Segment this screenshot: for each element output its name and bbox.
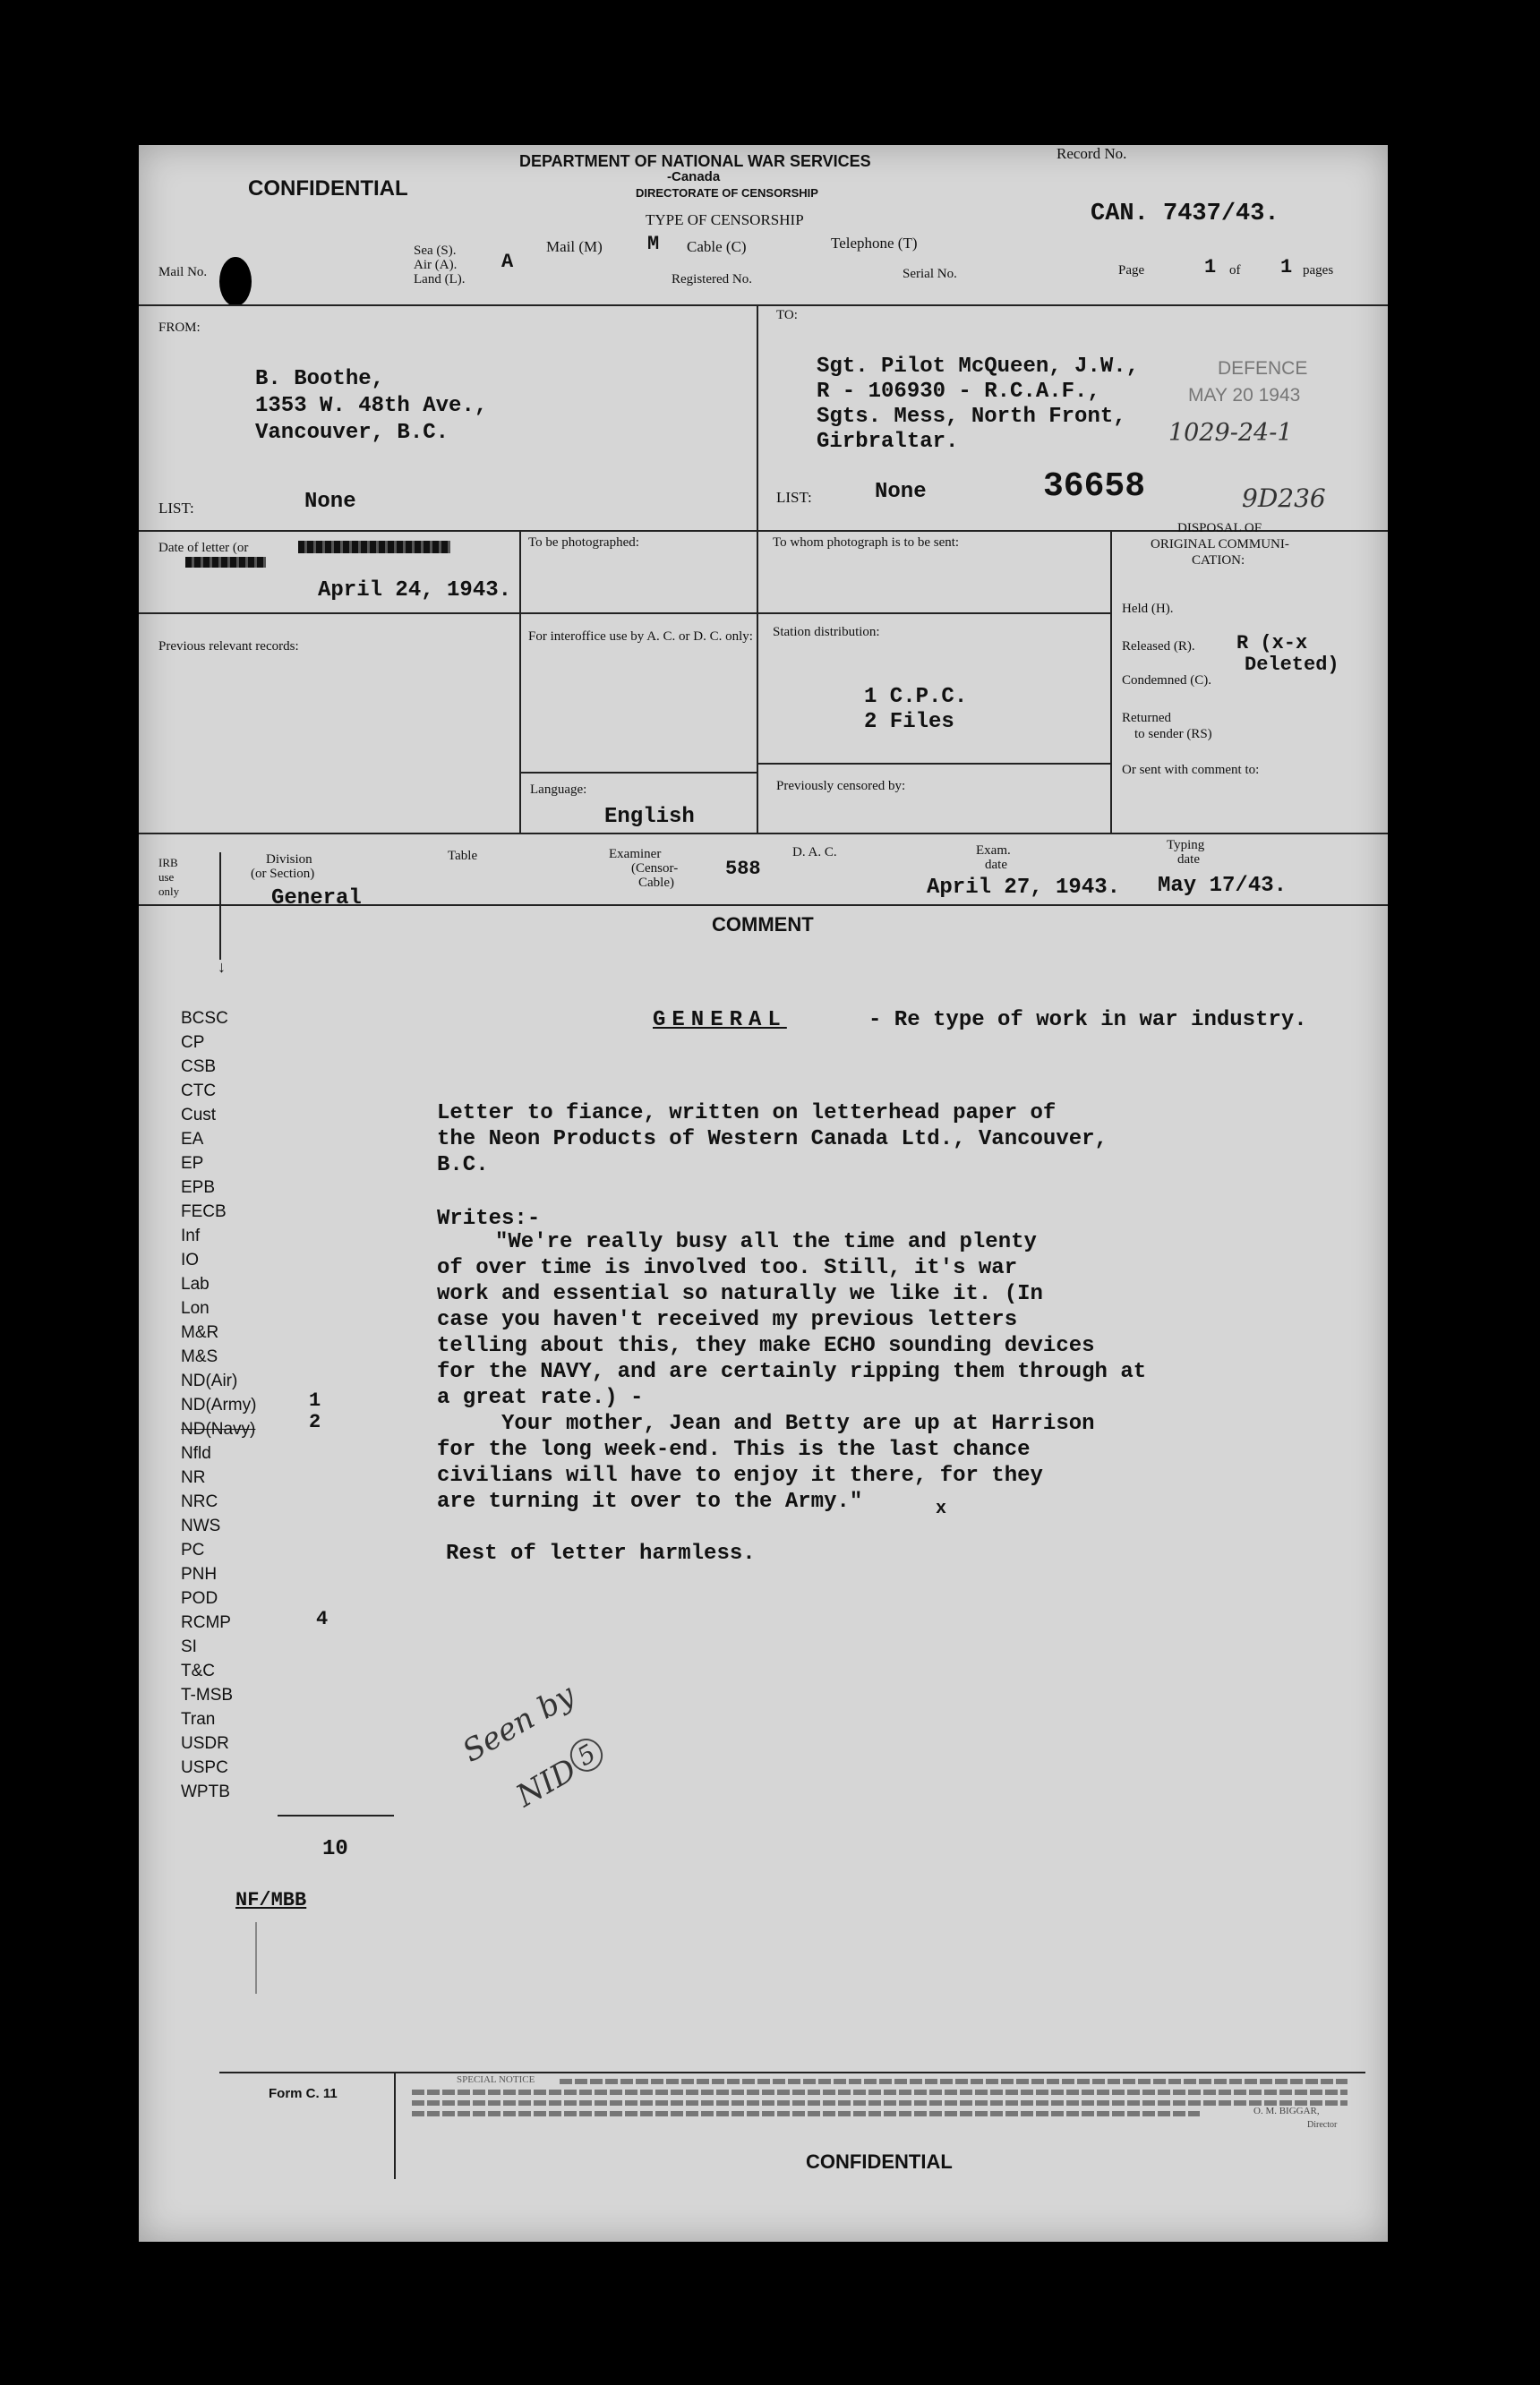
exam-date-label: date — [985, 858, 1007, 872]
date-of-letter-label: Date of letter (or — [158, 541, 249, 555]
code-nfld: Nfld — [181, 1444, 211, 1463]
code-t-msb: T-MSB — [181, 1686, 234, 1705]
code-uspc: USPC — [181, 1758, 228, 1777]
code-ctc: CTC — [181, 1081, 217, 1100]
page-total: 1 — [1280, 256, 1293, 278]
released-label: Released (R). — [1122, 639, 1195, 654]
disposal-title-2: ORIGINAL COMMUNI- — [1151, 537, 1289, 551]
comment-title: COMMENT — [712, 913, 814, 936]
typing-label: Typing — [1167, 838, 1205, 852]
to-line-1: Sgt. Pilot McQueen, J.W., — [817, 355, 1140, 379]
quote-line-4: case you haven't received my previous letters — [437, 1308, 1018, 1332]
cable-label: Cable (C) — [687, 238, 747, 255]
code-pnh: PNH — [181, 1565, 218, 1584]
code-nr: NR — [181, 1468, 206, 1487]
division-label: Division — [266, 852, 312, 867]
code-cp: CP — [181, 1033, 205, 1052]
code-epb: EPB — [181, 1178, 216, 1197]
notice-text-line-4 — [412, 2111, 1200, 2116]
special-notice-label: SPECIAL NOTICE — [457, 2074, 535, 2085]
handwritten-nid-number: 5 — [564, 1733, 609, 1778]
to-line-2: R - 106930 - R.C.A.F., — [817, 380, 1100, 404]
para1-line-1: Letter to fiance, written on letterhead paper of — [437, 1101, 1057, 1125]
code-usdr: USDR — [181, 1734, 229, 1753]
rcmp-count: 4 — [316, 1608, 329, 1630]
comment-subject: - Re type of work in war industry. — [868, 1008, 1307, 1032]
rule-irb-divider — [219, 852, 221, 960]
handwritten-seen-by: Seen by — [457, 1677, 581, 1770]
language-value: English — [604, 805, 695, 829]
defence-stamp-date: MAY 20 1943 — [1188, 385, 1301, 406]
section-label: (or Section) — [251, 867, 315, 881]
code-m-and-s: M&S — [181, 1347, 218, 1366]
director-title: Director — [1307, 2120, 1338, 2130]
air-label: Air (A). — [414, 258, 458, 272]
defence-stamp-top: DEFENCE — [1218, 358, 1308, 379]
serial-no-label: Serial No. — [903, 267, 957, 281]
margin-mark — [255, 1922, 293, 1994]
code-pc: PC — [181, 1541, 205, 1560]
from-line-2: 1353 W. 48th Ave., — [255, 394, 488, 418]
rule-header-bottom — [139, 304, 1388, 306]
photo-sent-label: To whom photograph is to be sent: — [773, 535, 960, 550]
to-list-value: None — [875, 480, 927, 504]
sea-label: Sea (S). — [414, 244, 457, 258]
from-line-1: B. Boothe, — [255, 367, 385, 391]
director-signature: O. M. BIGGAR, — [1253, 2106, 1320, 2116]
rule-date-bottom — [139, 612, 519, 614]
ink-blot — [219, 257, 252, 306]
irb-only-label: only — [158, 885, 180, 898]
date-of-letter-value: April 24, 1943. — [318, 578, 512, 603]
irb-label: IRB — [158, 856, 178, 869]
censor-label: (Censor- — [631, 861, 679, 876]
form-number: Form C. 11 — [269, 2086, 338, 2101]
code-bcsc: BCSC — [181, 1009, 228, 1028]
page-label: Page — [1118, 263, 1145, 278]
to-line-4: Girbraltar. — [817, 430, 959, 454]
language-label: Language: — [530, 782, 587, 797]
to-label: TO: — [776, 308, 798, 322]
struck-text-2 — [185, 557, 266, 568]
land-label: Land (L). — [414, 272, 466, 286]
returned-label-2: to sender (RS) — [1134, 727, 1212, 741]
station-line-1: 1 C.P.C. — [864, 685, 968, 709]
from-list-label: LIST: — [158, 500, 194, 517]
handwritten-reference: 1029-24-1 — [1168, 419, 1293, 447]
handwritten-code: 9D236 — [1242, 483, 1326, 513]
code-nd-army: ND(Army) — [181, 1396, 257, 1415]
mail-no-label: Mail No. — [158, 265, 208, 279]
irb-use-label: use — [158, 870, 175, 884]
comment-heading: GENERAL — [653, 1008, 787, 1032]
quote-line-5: telling about this, they make ECHO sounding devices — [437, 1334, 1095, 1358]
exam-label: Exam. — [976, 843, 1011, 858]
table-label: Table — [448, 849, 478, 863]
quote-line-8: Your mother, Jean and Betty are up at Harrison — [437, 1412, 1095, 1436]
rule-from-to-divider — [757, 304, 758, 833]
page-number: 1 — [1204, 256, 1217, 278]
para1-line-3: B.C. — [437, 1153, 489, 1177]
examiner-label: Examiner — [609, 847, 662, 861]
code-m-and-r: M&R — [181, 1323, 219, 1342]
code-cust: Cust — [181, 1106, 217, 1124]
record-no-label: Record No. — [1057, 145, 1127, 162]
code-si: SI — [181, 1637, 197, 1656]
to-be-photographed-label: To be photographed: — [528, 535, 639, 550]
code-csb: CSB — [181, 1057, 217, 1076]
station-distribution-label: Station distribution: — [773, 625, 880, 639]
quote-line-3: work and essential so naturally we like it. (In — [437, 1282, 1043, 1306]
rule-col-4 — [1110, 530, 1112, 833]
total-rule — [278, 1815, 394, 1817]
of-label: of — [1229, 263, 1241, 278]
code-nd-air: ND(Air) — [181, 1372, 238, 1390]
code-pod: POD — [181, 1589, 218, 1608]
handwritten-nid: NID — [510, 1751, 584, 1815]
pages-label: pages — [1303, 263, 1334, 278]
rule-interoffice-bottom — [519, 772, 757, 774]
held-label: Held (H). — [1122, 602, 1174, 616]
department-title: DEPARTMENT OF NATIONAL WAR SERVICES — [519, 152, 871, 170]
code-t-and-c: T&C — [181, 1662, 215, 1680]
typist-initials: NF/MBB — [235, 1889, 307, 1911]
arrow-down-icon: ↓ — [218, 958, 226, 976]
mail-value: M — [647, 233, 660, 255]
telephone-label: Telephone (T) — [831, 235, 918, 252]
struck-text — [298, 541, 450, 553]
quote-line-11: are turning it over to the Army." — [437, 1490, 863, 1514]
confidential-stamp-top: CONFIDENTIAL — [248, 176, 408, 201]
rule-col-2 — [519, 530, 521, 833]
previously-censored-label: Previously censored by: — [776, 779, 906, 793]
sent-with-comment-label: Or sent with comment to: — [1122, 763, 1260, 777]
code-inf: Inf — [181, 1227, 201, 1245]
code-io: IO — [181, 1251, 200, 1269]
footer-divider — [394, 2072, 396, 2179]
from-list-value: None — [304, 490, 356, 514]
rule-station-bottom — [757, 763, 1110, 765]
air-value: A — [501, 251, 514, 273]
code-tran: Tran — [181, 1710, 216, 1729]
from-label: FROM: — [158, 321, 201, 335]
typing-date-label: date — [1177, 852, 1200, 867]
writes-label: Writes:- — [437, 1207, 541, 1231]
country-label: -Canada — [667, 169, 721, 184]
code-lon: Lon — [181, 1299, 210, 1318]
code-nrc: NRC — [181, 1492, 218, 1511]
directorate-label: DIRECTORATE OF CENSORSHIP — [636, 186, 818, 200]
to-line-3: Sgts. Mess, North Front, — [817, 405, 1126, 429]
cable-sub-label: Cable) — [638, 876, 674, 890]
station-line-2: 2 Files — [864, 710, 954, 734]
code-ea: EA — [181, 1130, 204, 1149]
code-rcmp: RCMP — [181, 1613, 231, 1632]
para1-line-2: the Neon Products of Western Canada Ltd., Vancouver, — [437, 1127, 1108, 1151]
code-fecb: FECB — [181, 1202, 227, 1221]
stamped-number: 36658 — [1043, 467, 1146, 506]
quote-line-10: civilians will have to enjoy it there, for they — [437, 1464, 1043, 1488]
type-of-censorship-label: TYPE OF CENSORSHIP — [646, 211, 804, 228]
censorship-form — [139, 145, 1388, 2242]
code-ep: EP — [181, 1154, 204, 1173]
notice-text-line-3 — [412, 2100, 1348, 2106]
total-count: 10 — [322, 1837, 348, 1861]
to-list-label: LIST: — [776, 489, 812, 506]
typing-date-value: May 17/43. — [1158, 874, 1288, 898]
quote-line-1: "We're really busy all the time and plenty — [495, 1230, 1037, 1254]
previous-records-label: Previous relevant records: — [158, 639, 299, 654]
code-nws: NWS — [181, 1517, 221, 1535]
interoffice-label: For interoffice use by A. C. or D. C. only: — [528, 629, 753, 644]
disposal-title-3: CATION: — [1192, 553, 1245, 568]
quote-line-7: a great rate.) - — [437, 1386, 644, 1410]
division-value: General — [271, 886, 362, 910]
notice-text-line-2 — [412, 2090, 1348, 2095]
exam-date-value: April 27, 1943. — [927, 876, 1121, 900]
examiner-value: 588 — [725, 858, 761, 880]
rule-photo-bottom — [519, 612, 1110, 614]
registered-no-label: Registered No. — [672, 272, 752, 286]
quote-line-6: for the NAVY, and are certainly ripping them through at — [437, 1360, 1147, 1384]
from-line-3: Vancouver, B.C. — [255, 421, 449, 445]
released-value: R (x-x — [1236, 632, 1308, 654]
army-count: 1 — [309, 1389, 321, 1412]
rest-of-letter: Rest of letter harmless. — [446, 1542, 756, 1566]
confidential-stamp-bottom: CONFIDENTIAL — [806, 2150, 953, 2173]
notice-text-line-1 — [560, 2079, 1348, 2084]
quote-mark: x — [936, 1499, 947, 1519]
quote-line-9: for the long week-end. This is the last chance — [437, 1438, 1031, 1462]
navy-count: 2 — [309, 1411, 321, 1433]
disposal-title-1: DISPOSAL OF — [1177, 521, 1262, 535]
footer-rule — [219, 2072, 1365, 2073]
condemned-label: Condemned (C). — [1122, 673, 1211, 688]
dac-label: D. A. C. — [792, 845, 837, 859]
can-number: CAN. 7437/43. — [1091, 201, 1279, 227]
code-nd-navy: ND(Navy) — [181, 1420, 256, 1439]
returned-label-1: Returned — [1122, 711, 1171, 725]
deleted-value: Deleted) — [1245, 654, 1339, 676]
quote-line-2: of over time is involved too. Still, it's war — [437, 1256, 1018, 1280]
mail-label: Mail (M) — [546, 238, 603, 255]
rule-table-bottom — [139, 833, 1388, 834]
code-wptb: WPTB — [181, 1782, 230, 1801]
code-lab: Lab — [181, 1275, 210, 1294]
